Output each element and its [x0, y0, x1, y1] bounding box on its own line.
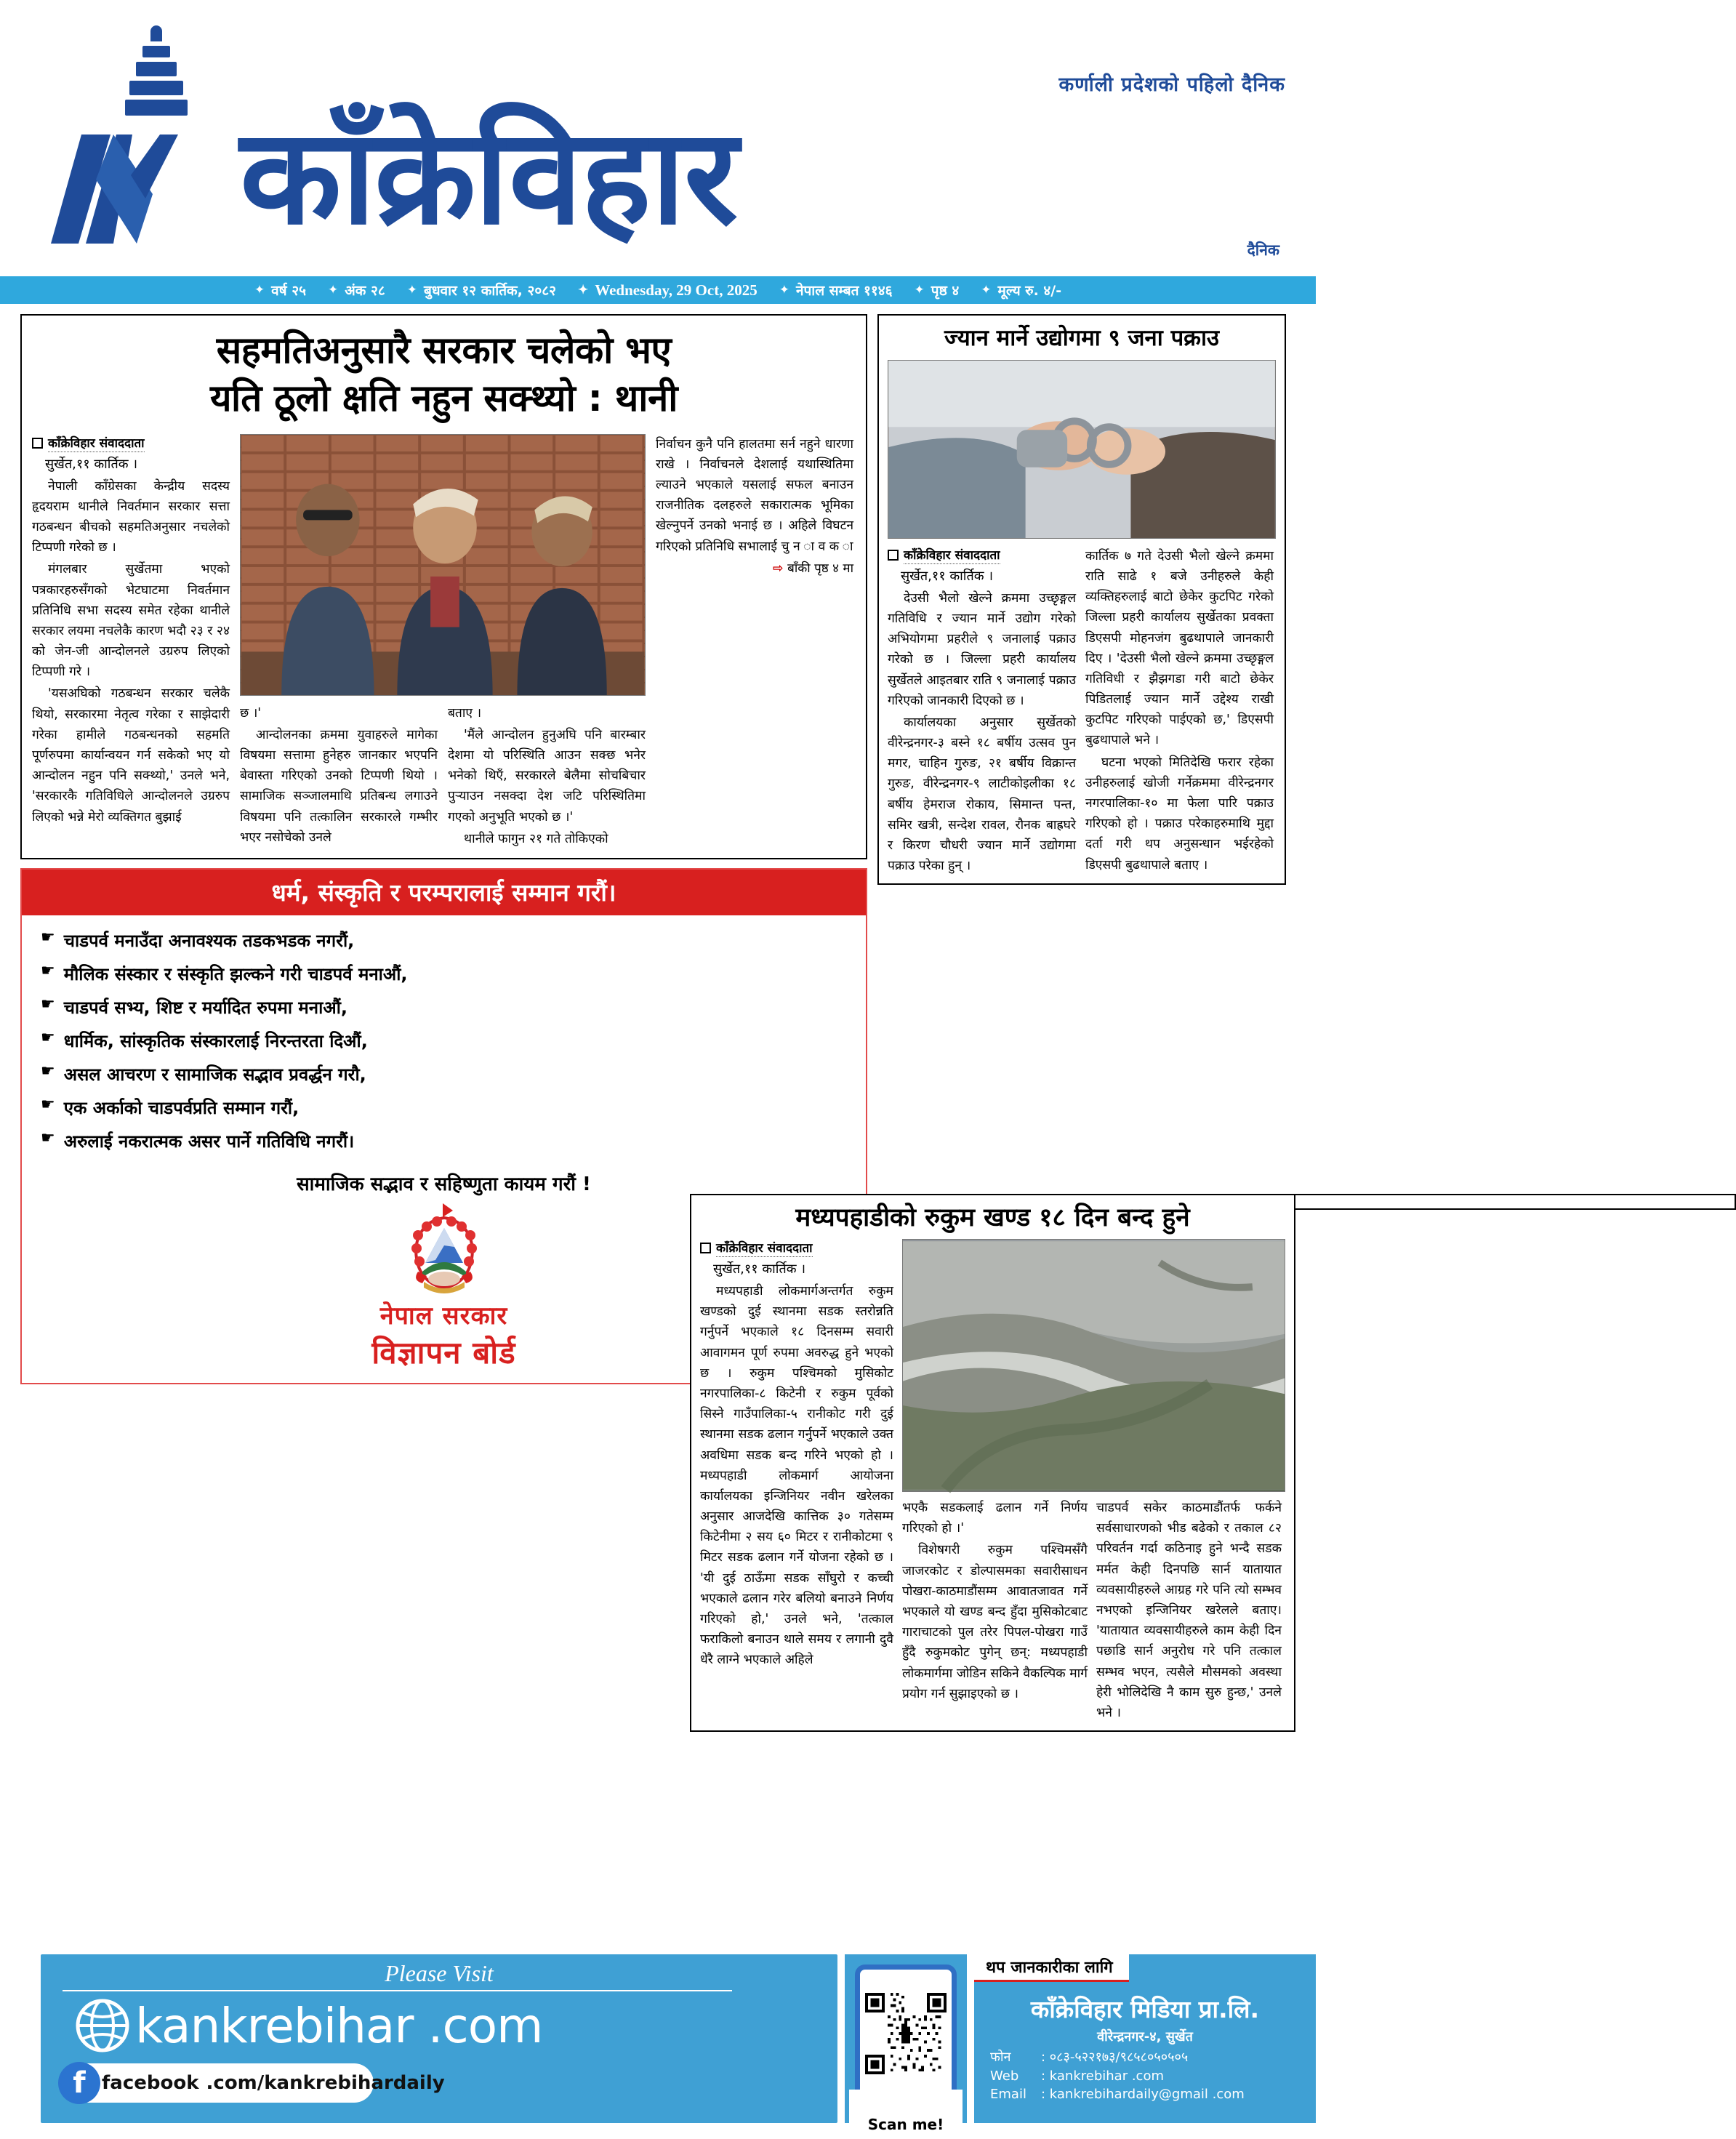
byline: काँक्रेविहार संवाददाता: [904, 546, 1000, 564]
article-arrests: [877, 314, 1286, 885]
facebook-handle: .com/kankrebihardaily: [206, 2072, 445, 2094]
article-rukum-box: [690, 1194, 1295, 1732]
byline-row: [888, 546, 1076, 564]
article-arrests-col-2: [1085, 546, 1274, 878]
info-pages: ✦ पृष्ठ ४: [914, 283, 960, 299]
paragraph: भएकै सडकलाई ढलान गर्ने निर्णय गरिएको हो ।': [901, 1501, 1088, 1536]
pointing-hand-icon: ☛: [41, 995, 55, 1014]
wordmark: [240, 100, 737, 254]
diamond-icon: ✦: [406, 283, 418, 297]
info-date-en: ✦ Wednesday, 29 Oct, 2025: [578, 281, 758, 299]
diamond-icon: ✦: [779, 283, 789, 297]
paragraph: देउसी भैलो खेल्ने क्रममा उच्छृङ्गल गतिविधि र ज्यान मार्ने उद्योग गरेको अभियोगमा प्रहरीले ९ जनालाई पक्राउ गरेको छ । जिल्ला प्रहरी कार्यालय सुर्खेतले आइतबार राति ९ जनालाई पक्राउ गरिएको जानकारी दिएको छ ।: [888, 590, 1076, 708]
article-rukum-photo: [902, 1239, 1285, 1492]
advert-gov-line-1: नेपाल सरकार: [379, 1301, 508, 1331]
article-lead: [20, 314, 867, 859]
temple-stupa-icon: [44, 25, 225, 240]
qr-code-icon[interactable]: [865, 1993, 947, 2074]
article-rukum-subcolumns: [902, 1498, 1285, 1725]
masthead-tagline: कर्णाली प्रदेशको पहिलो दैनिक: [1058, 73, 1285, 96]
footer-contact-panel: [974, 1954, 1316, 2123]
qr-card[interactable]: [855, 1965, 957, 2103]
footer-banner: [41, 1954, 1316, 2133]
advert-footer-slogan: सामाजिक सद्भाव र सहिष्णुता कायम गरौं !: [297, 1173, 591, 1195]
diamond-icon: ✦: [254, 283, 265, 297]
diamond-icon: ✦: [328, 283, 339, 297]
square-bullet-icon: [700, 1243, 711, 1253]
paragraph: थानीले फागुन २१ गते तोकिएको: [464, 831, 608, 846]
info-issue: ✦ अंक २८: [328, 283, 385, 299]
contact-email[interactable]: Email : kankrebihardaily@gmail .com: [990, 2087, 1245, 2102]
pointing-hand-icon: ☛: [41, 961, 55, 980]
arrow-right-icon: ⇨: [773, 561, 784, 576]
advert-bullet: ☛ मौलिक संस्कार र संस्कृति झल्कने गरी चाडपर्व मनाऔं,: [41, 961, 408, 984]
pointing-hand-icon: ☛: [41, 1128, 55, 1147]
paragraph: 'यसअघिको गठबन्धन सरकार चलेकै थियो, सरकारमा नेतृत्व गरेका र साझेदारी गरेका हामीले गठबन्धनको सहमति पूर्णरुपमा कार्यान्वयन गर्न सकेको भए यो आन्दोलन नहुन पनि सक्थ्यो,' उनले भने, 'सरकारकै गतिविधिले आन्दोलनले उग्ररुप लिएको भन्ने मेरो व्यक्तिगत बुझाई: [32, 686, 230, 824]
paragraph: चाडपर्व सकेर काठमाडौंतर्फ फर्कने सर्वसाधारणको भीड बढेको र तकाल ८२ परिवर्तन गर्दा कठिनाइ हुने भन्दै सडक मर्मत केही दिनपछि सार्न यातायात व्यवसायीहरुले आग्रह गरे पनि त्यो सम्भव नभएको इन्जिनियर खरेलले बताए। 'यातायात व्यवसायीहरुले काम केही दिन पछाडि सार्न अनुरोध गरे पनि तत्काल सम्भव भएन, त्यसैले मौसमको अवस्था हेरी भोलिदेखि नै काम सुरु हुन्छ,' उनले भने ।: [1096, 1501, 1282, 1720]
footer-website-panel[interactable]: [41, 1954, 837, 2123]
article-lead-photo: [240, 434, 646, 696]
pointing-hand-icon: ☛: [41, 928, 55, 947]
paragraph: बताए ।: [448, 705, 482, 721]
article-lead-col-4: [656, 434, 853, 851]
jump-line: [656, 558, 853, 579]
scan-me-label: Scan me!: [849, 2090, 963, 2139]
article-rukum-photo-and-cols: [902, 1239, 1285, 1725]
diamond-icon: ✦: [981, 283, 992, 297]
paragraph: मध्यपहाडी लोकमार्गअन्तर्गत रुकुम खण्डको दुई स्थानमा सडक स्तरोन्नति गर्नुपर्ने भएकाले १८ दिनसम्म सवारी आवागमन पूर्ण रुपमा अवरुद्ध हुने भएको छ । रुकुम पश्चिमको मुसिकोट नगरपालिका-८ किटेनी र रुकुम पूर्वको सिस्ने गाउँपालिका-५ रानीकोट गरी दुई स्थानमा सडक ढलान गर्नुपर्ने भएकाले उक्त अवधिमा सडक बन्द गरिने भएको हो । मध्यपहाडी लोकमार्ग आयोजना कार्यालयका इन्जिनियर नवीन खरेलका अनुसार आजदेखि कात्तिक ३० गतेसम्म किटेनीमा २ सय ६० मिटर र रानीकोटमा ९ मिटर सडक ढलान गर्ने योजना रहेको छ । 'यी दुई ठाऊँमा सडक साँघुरो र कच्ची भएकाले ढलान गरेर बलियो बनाउने निर्णय गरिएको हो,' उनले भने, 'तत्काल फराकिलो बनाउन थाले समय र लगानी दुवै धेरै लाग्ने भएकाले अहिले: [700, 1284, 893, 1668]
facebook-link[interactable]: [61, 2063, 445, 2103]
page-content: [0, 304, 1316, 2133]
k-monogram-icon: [44, 127, 225, 244]
byline-row: [32, 434, 230, 452]
paper-title: काँक्रेविहार: [240, 100, 737, 254]
article-lead-photo-and-cols: [240, 434, 646, 851]
website-row[interactable]: [41, 1991, 837, 2054]
advert-gov-line-2: विज्ञापन बोर्ड: [371, 1334, 516, 1371]
masthead: [0, 0, 1316, 275]
globe-icon: [74, 1997, 131, 2054]
dateline: सुर्खेत,११ कार्तिक ।: [901, 568, 994, 584]
article-rukum-col-2: [902, 1498, 1088, 1725]
pointing-hand-icon: ☛: [41, 1095, 55, 1114]
dateline: सुर्खेत,११ कार्तिक ।: [713, 1261, 806, 1277]
article-rukum-columns: [700, 1239, 1285, 1725]
article-arrests-col-1: [888, 546, 1076, 878]
paragraph: नेपाली काँग्रेसका केन्द्रीय सदस्य हृदयराम थानीले निवर्तमान सरकार सत्ता गठबन्धन बीचको सहमतिअनुसार नचलेको टिप्पणी गरेको छ ।: [32, 478, 230, 555]
diamond-icon: ✦: [578, 283, 589, 297]
paragraph: आन्दोलनका क्रममा युवाहरुले मागेका विषयमा सत्तामा हुनेहरु जानकार भएपनि बेवास्ता गरिएको उनको टिप्पणी थियो । सामाजिक सञ्जालमाथि प्रतिबन्ध लगाउने विषयमा पनि तत्कालिन सरकारले गम्भीर भएर नसोचेको उनले: [240, 727, 438, 845]
byline-row: [700, 1239, 893, 1257]
contact-phone: फोन : ०८३-५२२१७३/९८५८०५०५०५: [990, 2050, 1189, 2065]
facebook-icon: f: [58, 2062, 100, 2104]
nepal-government-emblem-icon: [403, 1202, 485, 1296]
article-lead-columns: [32, 434, 856, 851]
paragraph: कार्तिक ७ गते देउसी भैलो खेल्ने क्रममा राति साढे १ बजे उनीहरुले केही व्यक्तिहरुलाई बाटो छेकेर कुटपिट गरेको जिल्ला प्रहरी कार्यालय सुर्खेतका प्रवक्ता डिएसपी मोहनजंग बुढथापाले जानकारी दिए । 'देउसी भैलो खेल्ने क्रममा उच्छृङ्गल गतिविधी र झैझगडा गरी बाटो छेकेर पिडितलाई ज्यान मार्ने उद्देश्य राखी कुटपिट गरिएको पाईएको छ,' डिएसपी बुढथापाले भने ।: [1085, 548, 1274, 748]
paragraph: निर्वाचन कुनै पनि हालतमा सर्न नहुने धारणा राखे । निर्वाचनले देशलाई यथास्थितिमा ल्याउने भएकाले यसलाई सफल बनाउन राजनीतिक दलहरुले सकारात्मक भूमिका खेल्नुपर्ने उनको भनाई छ । अहिले विघटन गरिएको प्रतिनिधि सभालाई चु न ा व क ा: [656, 436, 853, 554]
paragraph: 'मैंले आन्दोलन हुनुअघि पनि बारम्बार देशमा यो परिस्थिति आउन सक्छ भनेर भनेको थिएँ, सरकारले बेलैमा सोचबिचार पुऱ्याउन नसक्दा देश जटि परिस्थितिमा गएको अनुभूति भएको छ ।': [448, 727, 646, 824]
pointing-hand-icon: ☛: [41, 1062, 55, 1080]
info-nepal-sambat: ✦ नेपाल सम्बत ११४६: [779, 283, 893, 299]
advert-bullet: ☛ धार्मिक, सांस्कृतिक संस्कारलाई निरन्तरता दिऔं,: [41, 1028, 368, 1051]
square-bullet-icon: [32, 438, 43, 449]
company-name: काँक्रेविहार मिडिया प्रा.लि.: [1030, 1995, 1260, 2023]
advert-bullet: ☛ असल आचरण र सामाजिक सद्भाव प्रवर्द्धन गरौ,: [41, 1062, 366, 1085]
pointing-hand-icon: ☛: [41, 1028, 55, 1047]
article-lead-subcolumns: [240, 703, 646, 851]
company-address: वीरेन्द्रनगर-४, सुर्खेत: [1097, 2029, 1193, 2044]
info-date-np: ✦ बुधवार १२ कार्तिक, २०८२: [406, 283, 557, 299]
issue-info-bar: [0, 275, 1316, 304]
article-lead-col-3: [448, 703, 646, 851]
masthead-dainik-label: दैनिक: [1247, 241, 1279, 259]
contact-web[interactable]: Web : kankrebihar .com: [990, 2068, 1164, 2084]
article-rukum-col-3: [1096, 1498, 1282, 1725]
article-rukum-headline: मध्यपहाडीको रुकुम खण्ड १८ दिन बन्द हुने: [795, 1203, 1190, 1232]
advert-bullet: ☛ चाडपर्व सभ्य, शिष्ट र मर्यादित रुपमा मनाऔं,: [41, 995, 347, 1018]
advert-heading: धर्म, संस्कृति र परम्परालाई सम्मान गरौं।: [22, 870, 866, 915]
info-price: ✦ मूल्य रु. ४/-: [981, 283, 1062, 299]
article-arrests-headline: ज्यान मार्ने उद्योगमा ९ जना पक्राउ: [944, 325, 1220, 351]
article-rukum-col-1: [700, 1239, 893, 1725]
footer-qr-panel: [845, 1954, 967, 2133]
facebook-label: facebook: [102, 2072, 199, 2094]
article-lead-col-2: [240, 703, 438, 851]
advert-bullet-list: [22, 915, 866, 1167]
square-bullet-icon: [888, 550, 899, 561]
article-lead-col-1: [32, 434, 230, 851]
paragraph: विशेषगरी रुकुम पश्चिमसँगै जाजरकोट र डोल्पासमका सवारीसाधन पोखरा-काठमाडौंसम्म आवातजावत गर्ने भएकाले यो खण्ड बन्द हुँदा मुसिकोटबाट गाराचाटको पुल तरेर पिपल-पोखरा गाउँ हुँदै रुकुमकोट पुगेन् छन्: मध्यपहाडी लोकमार्गमा जोडिन सकिने वैकल्पिक मार्ग प्रयोग गर्न सुझाइएको छ ।: [901, 1543, 1088, 1701]
jump-label: बाँकी पृष्ठ ४ मा: [787, 561, 853, 576]
article-arrests-columns: [888, 546, 1276, 878]
article-lead-headline: सहमतिअनुसारै सरकार चलेको भए यति ठूलो क्षति नहुन सक्थ्यो : थानी: [209, 329, 678, 421]
paragraph: कार्यालयका अनुसार सुर्खेतको वीरेन्द्रनगर-३ बस्ने १८ बर्षीय उत्सव पुन मगर, चाहिन गुरुङ, २१ बर्षीय विक्रान्त गुरुङ, वीरेन्द्रनगर-९ लाटीकोइलीका १८ बर्षीय हेमराज रोकाय, सिमान्त पन्त, समिर खत्री, सन्देश रावल, रौनक बाह्रघरे र किरण चौधरी ज्यान मार्ने उद्योगमा पक्राउ परेका हुन् ।: [888, 715, 1076, 874]
advert-bullet: ☛ अरुलाई नकरात्मक असर पार्ने गतिविधि नगरौं।: [41, 1128, 355, 1152]
masthead-logo: [44, 25, 737, 254]
dateline: सुर्खेत,११ कार्तिक ।: [45, 456, 138, 472]
paragraph: छ ।': [240, 705, 262, 721]
byline: काँक्रेविहार संवाददाता: [716, 1239, 813, 1257]
advert-bullet: ☛ चाडपर्व मनाउँदा अनावश्यक तडकभडक नगरौं,: [41, 928, 355, 951]
website-url[interactable]: kankrebihar .com: [135, 1997, 543, 2054]
article-arrests-photo: [888, 360, 1276, 539]
advert-bullet: ☛ एक अर्काको चाडपर्वप्रति सम्मान गरौं,: [41, 1095, 300, 1118]
diamond-icon: ✦: [914, 283, 925, 297]
byline: काँक्रेविहार संवाददाता: [48, 434, 145, 452]
paragraph: मंगलबार सुर्खेतमा भएको पत्रकारहरुसँगको भेटघाटमा निवर्तमान प्रतिनिधि सभा सदस्य समेत रहेका थानीले सरकार लयमा नचलेकै कारण भदौ २३ र २४ को जेन-जी आन्दोलनले उग्ररुप लिएको टिप्पणी गरे ।: [32, 562, 230, 680]
please-visit-label: Please Visit: [385, 1960, 494, 1986]
more-info-label: थप जानकारीका लागि: [974, 1954, 1129, 1982]
paragraph: घटना भएको मितिदेखि फरार रहेका उनीहरुलाई खोजी गर्नेक्रममा वीरेन्द्रनगर नगरपालिका-१० मा फेला पारि पक्राउ गरिएको हो । पक्राउ परेकाहरुमाथि मुद्दा दर्ता गरी थप अनुसन्धान भईरहेको डिएसपी बुढथापाले बताए ।: [1085, 755, 1274, 872]
info-year: ✦ वर्ष २५: [254, 283, 307, 299]
